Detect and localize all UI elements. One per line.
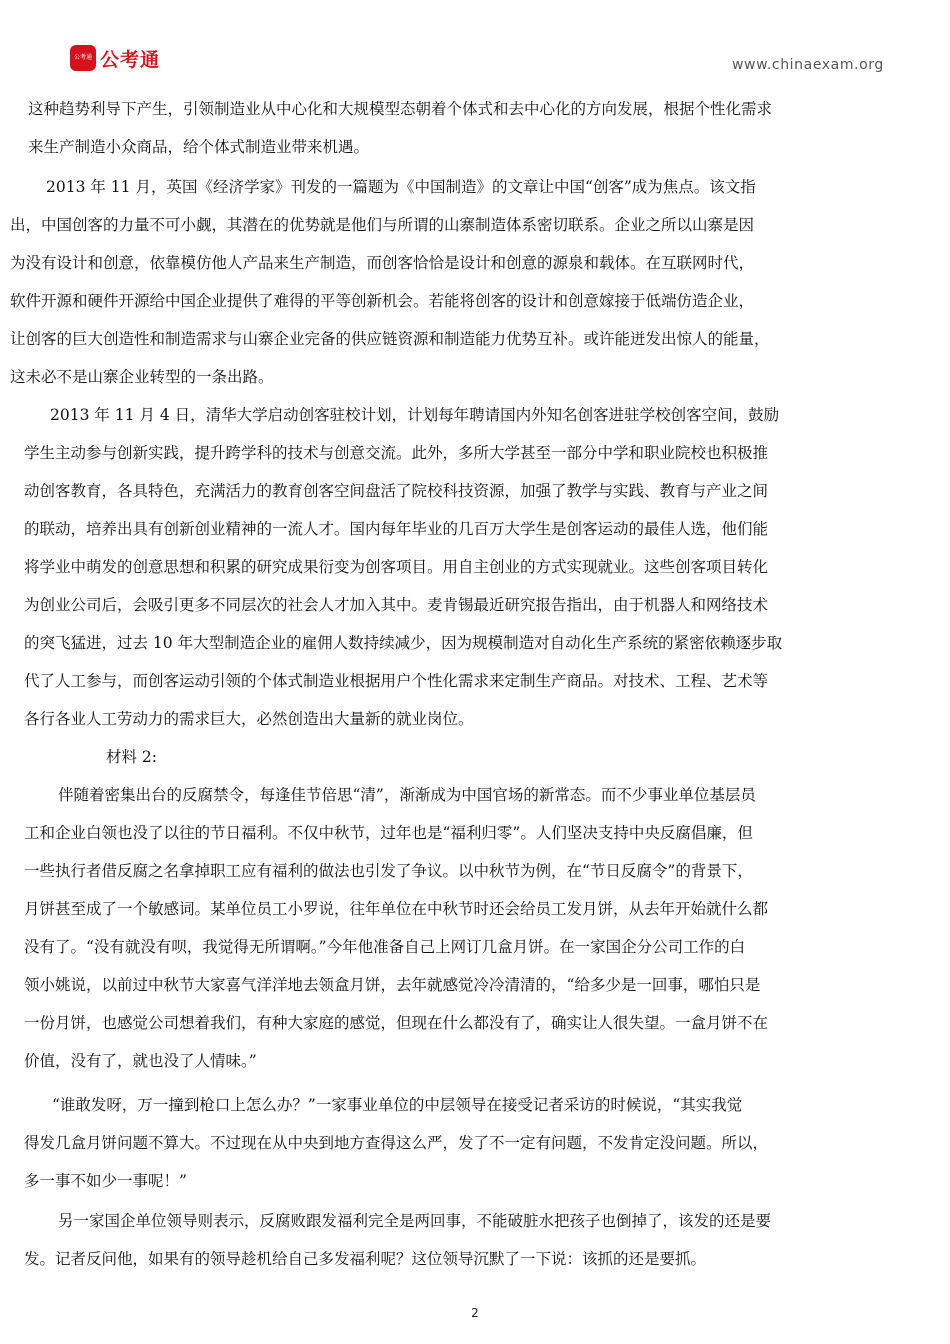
text-line: 一些执行者借反腐之名拿掉职工应有福利的做法也引发了争议。以中秋节为例，在“节日反腐令”的背景下， <box>24 862 753 880</box>
text-line: 各行各业人工劳动力的需求巨大，必然创造出大量新的就业岗位。 <box>24 710 474 728</box>
site-url: www.chinaexam.org <box>732 57 884 73</box>
logo <box>70 44 160 72</box>
text-line: 的突飞猛进，过去 10 年大型制造企业的雇佣人数持续减少，因为规模制造对自动化生产系统的紧密依赖逐步取 <box>24 634 783 652</box>
text-line: 动创客教育，各具特色，充满活力的教育创客空间盘活了院校科技资源，加强了教学与实践、教育与产业之间 <box>24 482 769 500</box>
text-line: “谁敢发呀，万一撞到枪口上怎么办？”一家事业单位的中层领导在接受记者采访的时候说，“其实我觉 <box>52 1096 743 1114</box>
text-line: 学生主动参与创新实践，提升跨学科的技术与创意交流。此外，多所大学甚至一部分中学和职业院校也积极推 <box>24 444 769 462</box>
text-line: 发。记者反问他，如果有的领导趁机给自己多发福利呢？这位领导沉默了一下说：该抓的还是要抓。 <box>24 1250 707 1268</box>
text-line: 代了人工参与，而创客运动引领的个体式制造业根据用户个性化需求来定制生产商品。对技术、工程、艺术等 <box>24 672 769 690</box>
text-line: 月饼甚至成了一个敏感词。某单位员工小罗说，往年单位在中秋节时还会给员工发月饼，从去年开始就什么都 <box>24 900 769 918</box>
logo-text: 公考通 <box>100 48 161 71</box>
text-line: 另一家国企单位领导则表示，反腐败跟发福利完全是两回事，不能破脏水把孩子也倒掉了，该发的还是要 <box>58 1212 772 1230</box>
text-line: 价值，没有了，就也没了人情味。” <box>24 1052 257 1070</box>
page-number: 2 <box>471 1306 479 1320</box>
text-line: 这未必不是山寨企业转型的一条出路。 <box>10 368 274 386</box>
text-line: 为创业公司后，会吸引更多不同层次的社会人才加入其中。麦肯锡最近研究报告指出，由于机器人和网络技术 <box>24 596 769 614</box>
text-line: 得发几盒月饼问题不算大。不过现在从中央到地方查得这么严，发了不一定有问题，不发肯定没问题。所以， <box>24 1134 769 1152</box>
text-line: 为没有设计和创意，依靠模仿他人产品来生产制造，而创客恰恰是设计和创意的源泉和载体。在互联网时代， <box>10 254 755 272</box>
text-line: 多一事不如少一事呢！” <box>24 1172 187 1190</box>
text-line: 2013 年 11 月 4 日，清华大学启动创客驻校计划，计划每年聘请国内外知名创客进驻学校创客空间，鼓励 <box>50 406 780 424</box>
logo-badge-icon: 公考通 <box>70 45 96 71</box>
text-line: 来生产制造小众商品，给个体式制造业带来机遇。 <box>28 138 370 156</box>
text-line: 工和企业白领也没了以往的节日福利。不仅中秋节，过年也是“福利归零”。人们坚决支持中央反腐倡廉，但 <box>24 824 753 842</box>
text-line: 伴随着密集出台的反腐禁令，每逢佳节倍思“清”，渐渐成为中国官场的新常态。而不少事业单位基层员 <box>58 786 756 804</box>
text-line: 的联动，培养出具有创新创业精神的一流人才。国内每年毕业的几百万大学生是创客运动的最佳人选，他们能 <box>24 520 769 538</box>
text-line: 出，中国创客的力量不可小觑，其潜在的优势就是他们与所谓的山寨制造体系密切联系。企业之所以山寨是因 <box>10 216 755 234</box>
text-line: 领小姚说，以前过中秋节大家喜气洋洋地去领盒月饼，去年就感觉冷冷清清的，“给多少是一回事，哪怕只是 <box>24 976 761 994</box>
text-line: 2013 年 11 月，英国《经济学家》刊发的一篇题为《中国制造》的文章让中国“创客”成为焦点。该文指 <box>46 178 756 196</box>
text-line: 这种趋势利导下产生，引领制造业从中心化和大规模型态朝着个体式和去中心化的方向发展，根据个性化需求 <box>28 100 773 118</box>
text-line: 让创客的巨大创造性和制造需求与山寨企业完备的供应链资源和制造能力优势互补。或许能迸发出惊人的能量， <box>10 330 770 348</box>
text-line: 将学业中萌发的创意思想和积累的研究成果衍变为创客项目。用自主创业的方式实现就业。这些创客项目转化 <box>24 558 769 576</box>
text-line: 没有了。“没有就没有呗，我觉得无所谓啊。”今年他准备自己上网订几盒月饼。在一家国企分公司工作的白 <box>24 938 746 956</box>
text-line: 软件开源和硬件开源给中国企业提供了难得的平等创新机会。若能将创客的设计和创意嫁接于低端仿造企业， <box>10 292 755 310</box>
text-line: 一份月饼，也感觉公司想着我们，有种大家庭的感觉，但现在什么都没有了，确实让人很失望。一盒月饼不在 <box>24 1014 769 1032</box>
section-heading: 材料 2: <box>106 748 158 766</box>
